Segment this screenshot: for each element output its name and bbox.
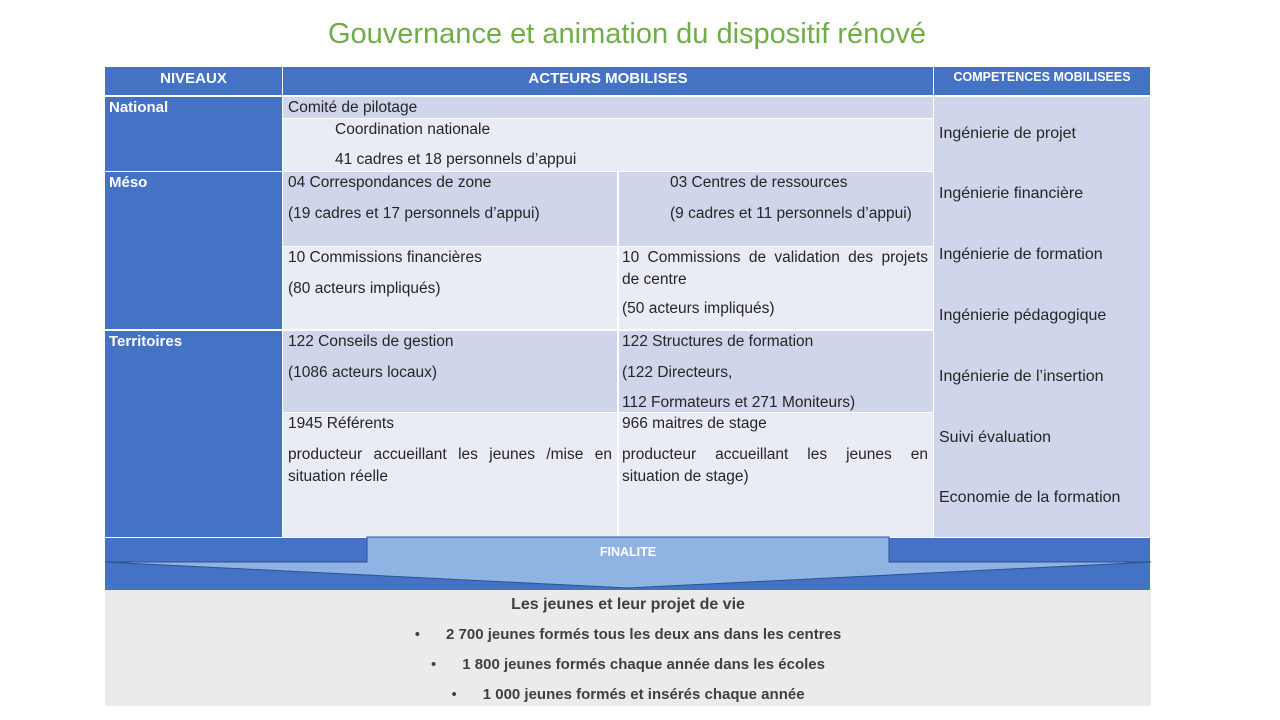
terr-referents-cell: [283, 413, 617, 537]
finalite-item: [105, 686, 1151, 703]
meso-correspondances-title: 04 Correspondances de zone: [288, 174, 492, 191]
competence-item: Ingénierie de projet: [939, 125, 1076, 142]
meso-centres-title: 03 Centres de ressources: [670, 174, 848, 191]
competence-item: Economie de la formation: [939, 489, 1121, 506]
meso-correspondances-cell: [283, 172, 617, 246]
competence-item: Suivi évaluation: [939, 429, 1052, 446]
national-coordination-cell: [283, 119, 933, 171]
finalite-item-text: 1 000 jeunes formés et insérés chaque année: [482, 686, 805, 703]
finalite-item-text: 1 800 jeunes formés chaque année dans les écoles: [462, 656, 825, 673]
finalite-item-text: 2 700 jeunes formés tous les deux ans dans les centres: [446, 626, 842, 643]
meso-commissions-val-title: 10 Commissions de validation des projets de centre: [622, 249, 928, 288]
competence-item: Ingénierie financière: [939, 185, 1084, 202]
meso-commissions-fin-cell: [283, 247, 617, 329]
meso-commissions-val-cell: [619, 247, 933, 329]
header-competences: COMPETENCES MOBILISEES: [934, 67, 1150, 95]
finalite-item: [105, 656, 1151, 673]
terr-conseils-sub: (1086 acteurs locaux): [288, 364, 438, 381]
level-national: National: [105, 97, 282, 171]
finalite-heading: Les jeunes et leur projet de vie: [511, 596, 745, 613]
terr-structures-sub1: (122 Directeurs,: [622, 364, 733, 381]
national-coordination-sub: 41 cadres et 18 personnels d’appui: [335, 151, 577, 168]
page-title: Gouvernance et animation du dispositif rénové: [327, 18, 927, 50]
bullet-icon: •: [414, 626, 421, 643]
finalite-label: FINALITE: [599, 545, 657, 559]
national-comite-cell: [283, 97, 933, 118]
terr-conseils-cell: [283, 331, 617, 412]
national-comite-text: Comité de pilotage: [288, 99, 418, 116]
competence-item: Ingénierie pédagogique: [939, 307, 1107, 324]
competence-item: Ingénierie de formation: [939, 246, 1103, 263]
meso-commissions-fin-title: 10 Commissions financières: [288, 249, 482, 266]
meso-commissions-val-sub: (50 acteurs impliqués): [622, 300, 775, 317]
terr-conseils-title: 122 Conseils de gestion: [288, 333, 454, 350]
level-meso: Méso: [105, 172, 282, 329]
finalite-item: [105, 626, 1151, 643]
terr-structures-cell: [619, 331, 933, 412]
competence-item: Ingénierie de l’insertion: [939, 368, 1104, 385]
bullet-icon: •: [451, 686, 457, 703]
meso-centres-cell: [619, 172, 933, 246]
terr-maitres-sub: producteur accueillant les jeunes en situation de stage): [622, 446, 928, 485]
terr-structures-sub2: 112 Formateurs et 271 Moniteurs): [622, 394, 856, 411]
terr-maitres-title: 966 maitres de stage: [622, 415, 767, 432]
competences-column: [934, 97, 1150, 537]
terr-structures-title: 122 Structures de formation: [622, 333, 814, 350]
meso-correspondances-sub: (19 cadres et 17 personnels d’appui): [288, 205, 540, 222]
terr-referents-title: 1945 Référents: [288, 415, 394, 432]
meso-centres-sub: (9 cadres et 11 personnels d’appui): [670, 205, 912, 222]
level-territoires: Territoires: [105, 331, 282, 537]
header-acteurs: ACTEURS MOBILISES: [283, 67, 933, 95]
terr-referents-sub: producteur accueillant les jeunes /mise en situation réelle: [288, 446, 612, 485]
national-coordination-title: Coordination nationale: [335, 121, 491, 138]
bullet-icon: •: [431, 656, 437, 673]
meso-commissions-fin-sub: (80 acteurs impliqués): [288, 280, 441, 297]
terr-maitres-cell: [619, 413, 933, 537]
finalite-summary: [105, 590, 1151, 706]
header-niveaux: NIVEAUX: [105, 67, 282, 95]
